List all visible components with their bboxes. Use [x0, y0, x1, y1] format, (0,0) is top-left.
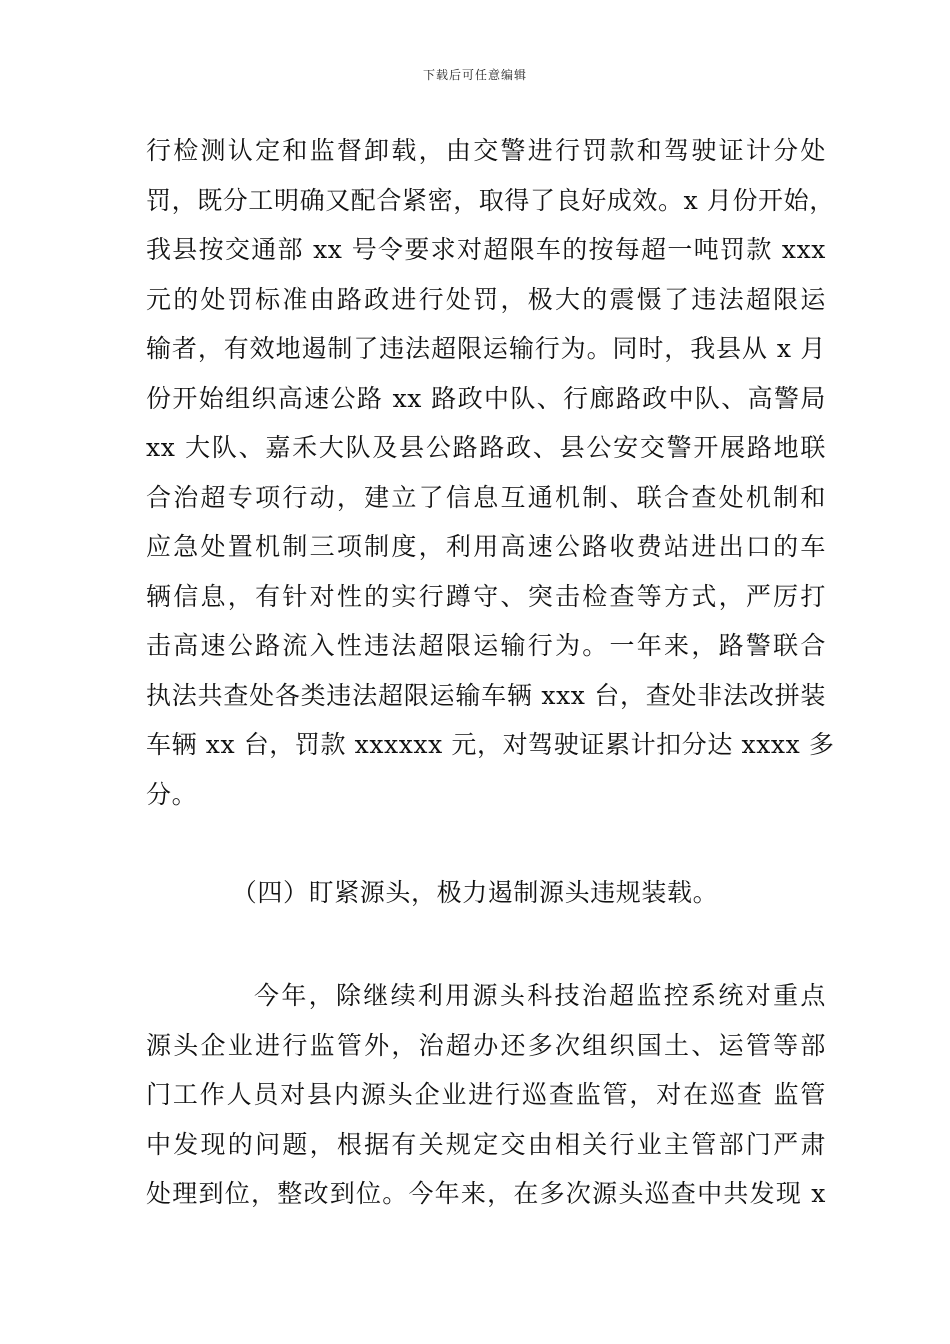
- page-header: 下载后可任意编辑: [422, 68, 527, 82]
- body-text-line: xx 大队、嘉禾大队及县公路路政、县公安交警开展路地联: [146, 433, 826, 462]
- body-text-line: 车辆 xx 台，罚款 xxxxxx 元，对驾驶证累计扣分达 xxxx 多: [146, 730, 835, 759]
- body-text-line: 行检测认定和监督卸载，由交警进行罚款和驾驶证计分处: [146, 136, 826, 165]
- body-text-line: 中发现的问题，根据有关规定交由相关行业主管部门严肃: [146, 1130, 826, 1159]
- body-text-line: 源头企业进行监管外，治超办还多次组织国土、运管等部: [146, 1031, 826, 1060]
- body-text-line: 处理到位，整改到位。今年来，在多次源头巡查中共发现 x: [146, 1179, 826, 1208]
- body-text-line: 今年，除继续利用源头科技治超监控系统对重点: [254, 981, 826, 1010]
- body-text-line: 元的处罚标准由路政进行处罚，极大的震慑了违法超限运: [146, 285, 826, 314]
- body-text-line: 份开始组织高速公路 xx 路政中队、行廊路政中队、高警局: [146, 384, 826, 413]
- body-text-line: 门工作人员对县内源头企业进行巡查监管，对在巡查 监管: [146, 1080, 826, 1109]
- body-text-line: 辆信息，有针对性的实行蹲守、突击检查等方式，严厉打: [146, 582, 826, 611]
- body-text-line: 应急处置机制三项制度，利用高速公路收费站进出口的车: [146, 532, 826, 561]
- body-text-line: 罚，既分工明确又配合紧密，取得了良好成效。x 月份开始，: [146, 186, 835, 215]
- body-text-line: 我县按交通部 xx 号令要求对超限车的按每超一吨罚款 xxx: [146, 235, 826, 264]
- body-text-line: 合治超专项行动，建立了信息互通机制、联合查处机制和: [146, 483, 826, 512]
- section-heading: （四）盯紧源头，极力遏制源头违规装载。: [231, 878, 719, 907]
- body-text-line: 输者，有效地遏制了违法超限运输行为。同时，我县从 x 月: [146, 334, 826, 363]
- body-text-line: 分。: [146, 780, 198, 809]
- body-text-line: 击高速公路流入性违法超限运输行为。一年来，路警联合: [146, 631, 826, 660]
- body-text-line: 执法共查处各类违法超限运输车辆 xxx 台，查处非法改拼装: [146, 681, 826, 710]
